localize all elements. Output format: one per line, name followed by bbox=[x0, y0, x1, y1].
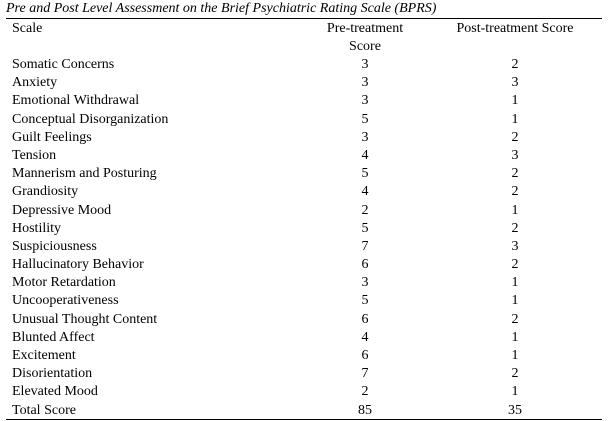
cell-post-score: 3 bbox=[511, 147, 519, 163]
cell-scale-name: Emotional Withdrawal bbox=[12, 93, 140, 109]
cell-scale-name: Excitement bbox=[12, 348, 76, 363]
table-row bbox=[0, 383, 614, 401]
table-row bbox=[0, 274, 614, 292]
cell-scale-name: Blunted Affect bbox=[12, 329, 95, 345]
cell-post-score: 1 bbox=[511, 329, 519, 345]
cell-scale-name: Conceptual Disorganization bbox=[12, 111, 169, 127]
cell-pre-score: 7 bbox=[361, 238, 369, 254]
cell-pre-score: 6 bbox=[361, 348, 369, 363]
table-row bbox=[0, 165, 614, 183]
cell-pre-score: 3 bbox=[361, 93, 369, 109]
cell-pre-score: 3 bbox=[361, 57, 369, 72]
table-top-rule bbox=[6, 18, 602, 19]
cell-scale-name: Elevated Mood bbox=[12, 384, 98, 400]
cell-pre-score: 3 bbox=[361, 75, 369, 91]
cell-pre-score: 5 bbox=[361, 111, 369, 127]
cell-scale-name: Uncooperativeness bbox=[12, 293, 119, 309]
cell-post-score: 1 bbox=[511, 348, 519, 363]
cell-scale-name: Tension bbox=[12, 147, 57, 163]
cell-post-score: 2 bbox=[511, 184, 519, 200]
table-caption: Pre and Post Level Assessment on the Brief Psychiatric Rating Scale (BPRS) bbox=[6, 1, 437, 16]
column-header-scale: Scale bbox=[12, 21, 43, 36]
cell-post-score: 2 bbox=[511, 257, 519, 273]
cell-post-score: 2 bbox=[511, 166, 519, 182]
table-row bbox=[0, 365, 614, 383]
table-row bbox=[0, 56, 614, 74]
cell-pre-score: 2 bbox=[361, 202, 369, 218]
table-row bbox=[0, 347, 614, 365]
cell-pre-score: 2 bbox=[361, 384, 369, 400]
table-row bbox=[0, 292, 614, 310]
table-row bbox=[0, 402, 614, 420]
cell-scale-name: Mannerism and Posturing bbox=[12, 166, 157, 182]
column-header-post-treatment: Post-treatment Score bbox=[456, 21, 574, 36]
table-row bbox=[0, 129, 614, 147]
table-row bbox=[0, 311, 614, 329]
table-row bbox=[0, 256, 614, 274]
cell-scale-name: Motor Retardation bbox=[12, 275, 116, 291]
table-bottom-rule bbox=[6, 419, 602, 420]
column-header-pre-treatment bbox=[305, 20, 425, 56]
cell-scale-name: Suspiciousness bbox=[12, 238, 97, 254]
column-header-pre-line1: Pre-treatment bbox=[326, 21, 404, 36]
table-row bbox=[0, 329, 614, 347]
cell-post-score: 35 bbox=[508, 402, 522, 418]
cell-pre-score: 3 bbox=[361, 129, 369, 145]
cell-pre-score: 4 bbox=[361, 147, 369, 163]
cell-scale-name: Unusual Thought Content bbox=[12, 311, 158, 327]
cell-pre-score: 6 bbox=[361, 311, 369, 327]
table-body bbox=[0, 56, 614, 420]
cell-post-score: 1 bbox=[511, 293, 519, 309]
cell-pre-score: 4 bbox=[361, 329, 369, 345]
cell-scale-name: Depressive Mood bbox=[12, 202, 112, 218]
table-row bbox=[0, 147, 614, 165]
table-row bbox=[0, 238, 614, 256]
cell-scale-name: Anxiety bbox=[12, 75, 58, 91]
cell-post-score: 2 bbox=[511, 366, 519, 382]
cell-post-score: 1 bbox=[511, 93, 519, 109]
cell-post-score: 1 bbox=[511, 275, 519, 291]
cell-scale-name: Total Score bbox=[12, 402, 76, 418]
cell-post-score: 2 bbox=[511, 129, 519, 145]
cell-post-score: 1 bbox=[511, 111, 519, 127]
cell-post-score: 1 bbox=[511, 202, 519, 218]
table-row bbox=[0, 111, 614, 129]
cell-pre-score: 6 bbox=[361, 257, 369, 273]
cell-post-score: 2 bbox=[511, 220, 519, 236]
table-row bbox=[0, 220, 614, 238]
cell-scale-name: Hallucinatory Behavior bbox=[12, 257, 144, 273]
table-row bbox=[0, 74, 614, 92]
cell-pre-score: 5 bbox=[361, 220, 369, 236]
cell-scale-name: Somatic Concerns bbox=[12, 57, 115, 72]
cell-scale-name: Hostility bbox=[12, 220, 62, 236]
column-header-pre-line2: Score bbox=[349, 39, 381, 54]
cell-post-score: 3 bbox=[511, 75, 519, 91]
cell-pre-score: 85 bbox=[358, 402, 372, 418]
cell-pre-score: 5 bbox=[361, 293, 369, 309]
cell-pre-score: 4 bbox=[361, 184, 369, 200]
cell-post-score: 2 bbox=[511, 57, 519, 72]
cell-post-score: 3 bbox=[511, 238, 519, 254]
cell-scale-name: Guilt Feelings bbox=[12, 129, 92, 145]
table-row bbox=[0, 92, 614, 110]
cell-pre-score: 5 bbox=[361, 166, 369, 182]
table-row bbox=[0, 183, 614, 201]
cell-scale-name: Grandiosity bbox=[12, 184, 79, 200]
cell-post-score: 2 bbox=[511, 311, 519, 327]
cell-pre-score: 3 bbox=[361, 275, 369, 291]
cell-post-score: 1 bbox=[511, 384, 519, 400]
cell-pre-score: 7 bbox=[361, 366, 369, 382]
cell-scale-name: Disorientation bbox=[12, 366, 93, 382]
table-row bbox=[0, 202, 614, 220]
